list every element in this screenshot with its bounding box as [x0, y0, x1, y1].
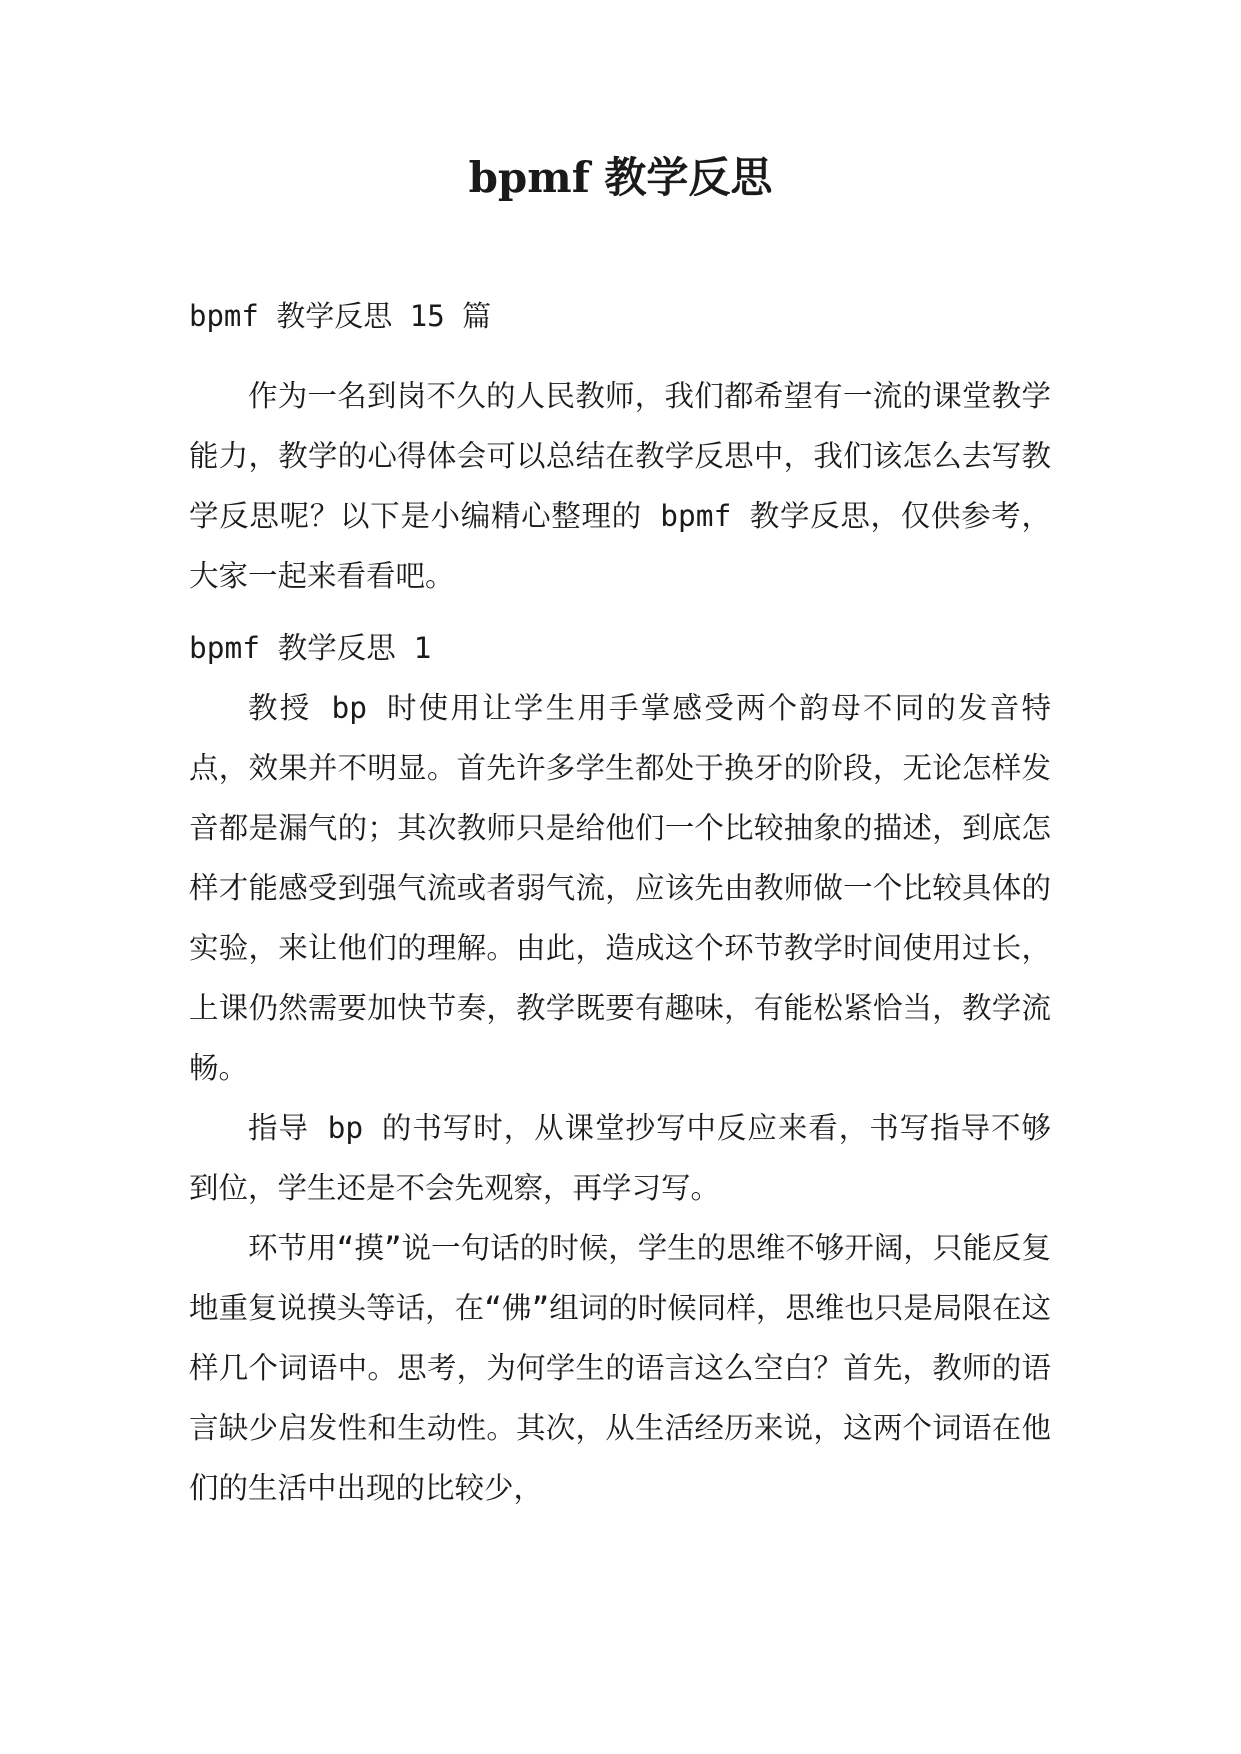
document-title: bpmf 教学反思 [468, 153, 773, 202]
section-heading: bpmf 教学反思 1 [189, 631, 432, 665]
section-paragraph-2: 指导 bp 的书写时，从课堂抄写中反应来看，书写指导不够到位，学生还是不会先观察，再学习写。 [189, 1111, 1051, 1205]
intro-block [189, 366, 1051, 606]
intro-paragraph: 作为一名到岗不久的人民教师，我们都希望有一流的课堂教学能力，教学的心得体会可以总结在教学反思中，我们该怎么去写教学反思呢？以下是小编精心整理的 bpmf 教学反思，仅供参考，大家一起来看看吧。 [189, 379, 1051, 593]
section-1 [189, 618, 1051, 1518]
section-paragraph-3: 环节用“摸”说一句话的时候，学生的思维不够开阔，只能反复地重复说摸头等话，在“佛”组词的时候同样，思维也只是局限在这样几个词语中。思考，为何学生的语言这么空白？首先，教师的语言缺少启发性和生动性。其次，从生活经历来说，这两个词语在他们的生活中出现的比较少， [189, 1231, 1051, 1505]
document-subtitle: bpmf 教学反思 15 篇 [189, 299, 492, 333]
section-paragraph-1: 教授 bp 时使用让学生用手掌感受两个韵母不同的发音特点，效果并不明显。首先许多学生都处于换牙的阶段，无论怎样发音都是漏气的；其次教师只是给他们一个比较抽象的描述，到底怎样才能感受到强气流或者弱气流，应该先由教师做一个比较具体的实验，来让他们的理解。由此，造成这个环节教学时间使用过长，上课仍然需要加快节奏，教学既要有趣味，有能松紧恰当，教学流畅。 [189, 691, 1051, 1085]
